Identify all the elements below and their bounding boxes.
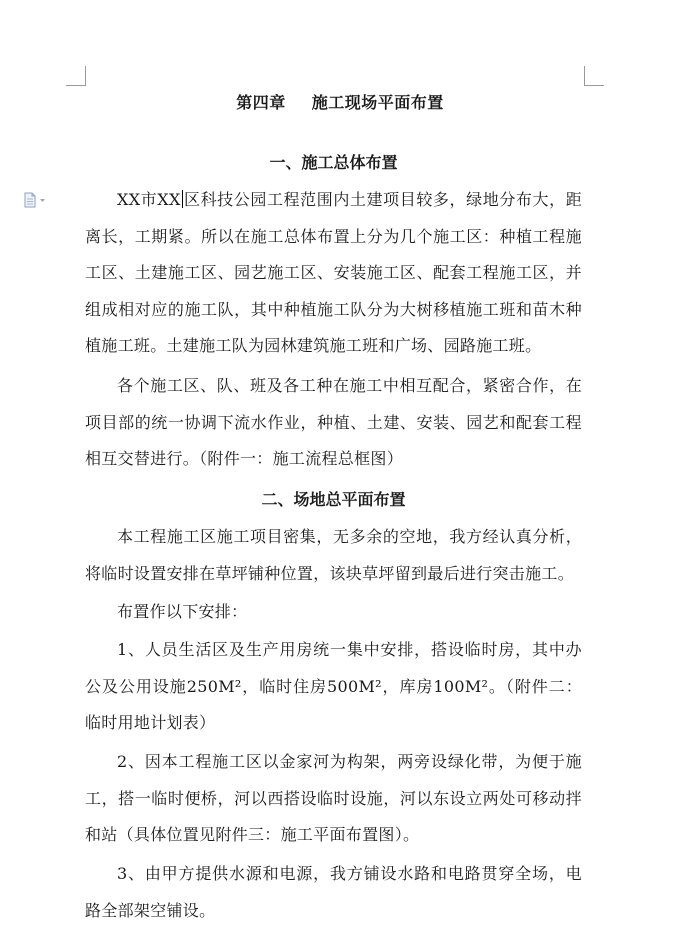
- paragraph-overall-layout[interactable]: [85, 182, 582, 365]
- crop-mark-top-left: [66, 66, 86, 86]
- paragraph-text-before-cursor: XX市XX: [117, 190, 181, 209]
- chapter-title: [0, 92, 680, 114]
- section-heading-2: 二、场地总平面布置: [261, 490, 406, 509]
- paragraph-arrangement-intro[interactable]: 布置作以下安排：: [117, 602, 248, 621]
- text-cursor: [182, 190, 183, 208]
- document-icon[interactable]: [22, 192, 48, 208]
- section-heading-1: 一、施工总体布置: [269, 153, 398, 172]
- paragraph-site-analysis[interactable]: 本工程施工区施工项目密集，无多余的空地，我方经认真分析，将临时设置安排在草坪铺种位置，该块草坪留到最后进行突击施工。: [85, 527, 582, 583]
- chapter-number: 第四章: [236, 93, 286, 112]
- list-item-2[interactable]: 2、因本工程施工区以金家河为构架，两旁设绿化带，为便于施工，搭一临时便桥，河以西搭设临时设施，河以东设立两处可移动拌和站（具体位置见附件三：施工平面布置图）。: [85, 752, 582, 844]
- paragraph-coordination[interactable]: 各个施工区、队、班及各工种在施工中相互配合，紧密合作，在项目部的统一协调下流水作业，种植、土建、安装、园艺和配套工程相互交替进行。（附件一：施工流程总框图）: [85, 376, 582, 468]
- chapter-name: 施工现场平面布置: [311, 93, 444, 112]
- crop-mark-top-right: [584, 66, 604, 86]
- list-item-3[interactable]: 3、由甲方提供水源和电源，我方铺设水路和电路贯穿全场，电路全部架空铺设。: [85, 864, 582, 920]
- list-item-1[interactable]: 1、人员生活区及生产用房统一集中安排，搭设临时房，其中办公及公用设施250M²，临时住房500M²，库房100M²。（附件二：临时用地计划表）: [85, 640, 582, 732]
- paragraph-text-after-cursor: 区科技公园工程范围内土建项目较多，绿地分布大，距离长，工期紧。所以在施工总体布置上分为几个施工区：种植工程施工区、土建施工区、园艺施工区、安装施工区、配套工程施工区，并组成相对应的施工队，其中种植施工队分为大树移植施工班和苗木种植施工班。土建施工队为园林建筑施工班和广场、园路施工班。: [85, 190, 583, 355]
